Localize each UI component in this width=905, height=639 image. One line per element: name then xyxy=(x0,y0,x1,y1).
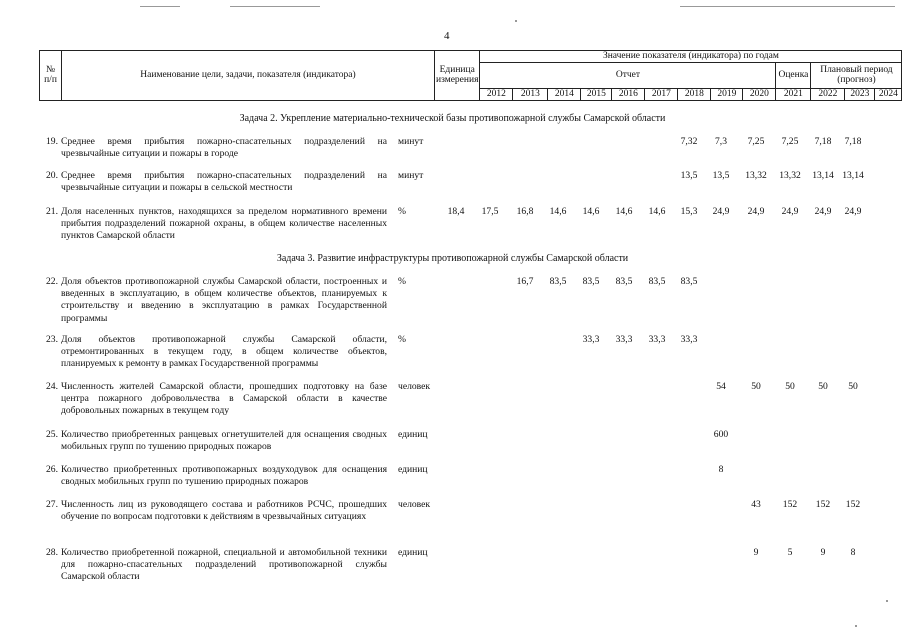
value-cell: 14,6 xyxy=(582,206,600,217)
value-cell: 7,3 xyxy=(715,136,727,147)
header-year: 2020 xyxy=(743,88,776,100)
header-year: 2023 xyxy=(845,88,875,100)
indicator-name: Количество приобретенных ранцевых огнетушителей для оснащения сводных мобильных групп по тушению природных пожаров xyxy=(61,429,387,453)
value-cell: 152 xyxy=(782,499,798,510)
header-report: Отчет xyxy=(480,62,776,88)
indicator-unit: человек xyxy=(398,381,431,392)
header-year: 2019 xyxy=(711,88,743,100)
value-cell: 16,8 xyxy=(516,206,534,217)
table-header xyxy=(39,50,902,101)
header-year: 2022 xyxy=(811,88,845,100)
value-cell: 14,6 xyxy=(615,206,633,217)
value-cell: 14,6 xyxy=(648,206,666,217)
scan-speck xyxy=(515,20,517,22)
row-number: 21. xyxy=(46,206,58,217)
value-cell: 50 xyxy=(818,381,828,392)
value-cell: 83,5 xyxy=(582,276,600,287)
row-number: 20. xyxy=(46,170,58,181)
value-cell: 24,9 xyxy=(781,206,799,217)
value-cell: 18,4 xyxy=(447,206,465,217)
value-cell: 33,3 xyxy=(648,334,666,345)
header-values-group: Значение показателя (индикатора) по годам xyxy=(480,51,902,63)
indicator-unit: % xyxy=(398,334,406,345)
indicator-name: Количество приобретенных противопожарных воздуходувок для оснащения сводных мобильных групп по тушению природных пожаров xyxy=(61,464,387,488)
value-cell: 13,5 xyxy=(680,170,698,181)
header-num: № п/п xyxy=(40,51,62,101)
indicator-unit: минут xyxy=(398,170,424,181)
value-cell: 24,9 xyxy=(844,206,862,217)
value-cell: 8 xyxy=(850,547,856,558)
value-cell: 83,5 xyxy=(680,276,698,287)
indicator-name: Численность лиц из руководящего состава и работников РСЧС, прошедших обучение по вопросам подготовки к действиям в чрезвычайных ситуациях xyxy=(61,499,387,523)
value-cell: 54 xyxy=(716,381,726,392)
indicator-name: Доля населенных пунктов, находящихся за пределом нормативного времени прибытия подразделений пожарной охраны, в общем количестве населенных пунктов Самарской области xyxy=(61,206,387,242)
value-cell: 13,14 xyxy=(842,170,864,181)
value-cell: 13,32 xyxy=(779,170,801,181)
value-cell: 13,5 xyxy=(712,170,730,181)
value-cell: 5 xyxy=(787,547,793,558)
value-cell: 24,9 xyxy=(747,206,765,217)
header-year: 2024 xyxy=(875,88,902,100)
indicator-name: Доля объектов противопожарной службы Самарской области, отремонтированных в текущем году, в общем количестве объектов, планируемых к ремонту в рамках Государственной программы xyxy=(61,334,387,370)
value-cell: 50 xyxy=(848,381,858,392)
value-cell: 83,5 xyxy=(615,276,633,287)
value-cell: 7,25 xyxy=(781,136,799,147)
value-cell: 24,9 xyxy=(814,206,832,217)
scan-speck xyxy=(886,600,888,602)
row-number: 26. xyxy=(46,464,58,475)
value-cell: 13,32 xyxy=(745,170,767,181)
header-year: 2018 xyxy=(678,88,711,100)
value-cell: 9 xyxy=(753,547,759,558)
value-cell: 43 xyxy=(751,499,761,510)
scan-artifact xyxy=(140,6,180,7)
value-cell: 14,6 xyxy=(549,206,567,217)
value-cell: 83,5 xyxy=(648,276,666,287)
header-year: 2013 xyxy=(513,88,548,100)
value-cell: 83,5 xyxy=(549,276,567,287)
row-number: 25. xyxy=(46,429,58,440)
indicator-unit: минут xyxy=(398,136,424,147)
task-heading: Задача 2. Укрепление материально-технической базы противопожарной службы Самарской области xyxy=(239,113,666,124)
header-unit: Единица измерения xyxy=(435,51,480,101)
value-cell: 33,3 xyxy=(680,334,698,345)
scan-artifact xyxy=(680,6,895,7)
header-name: Наименование цели, задачи, показателя (индикатора) xyxy=(62,51,435,101)
indicator-name: Среднее время прибытия пожарно-спасательных подразделений на чрезвычайные ситуации и пожары в городе xyxy=(61,136,387,160)
row-number: 24. xyxy=(46,381,58,392)
header-year: 2012 xyxy=(480,88,513,100)
indicator-unit: % xyxy=(398,206,406,217)
value-cell: 8 xyxy=(718,464,724,475)
scan-speck xyxy=(855,625,857,627)
indicator-unit: % xyxy=(398,276,406,287)
header-estimate: Оценка xyxy=(776,62,811,88)
value-cell: 17,5 xyxy=(481,206,499,217)
header-year: 2014 xyxy=(548,88,581,100)
value-cell: 7,18 xyxy=(814,136,832,147)
value-cell: 152 xyxy=(845,499,861,510)
row-number: 19. xyxy=(46,136,58,147)
indicator-unit: единиц xyxy=(398,547,428,558)
header-year: 2016 xyxy=(612,88,645,100)
value-cell: 9 xyxy=(820,547,826,558)
value-cell: 15,3 xyxy=(680,206,698,217)
value-cell: 7,18 xyxy=(844,136,862,147)
scan-artifact xyxy=(230,6,320,7)
header-year: 2015 xyxy=(581,88,612,100)
row-number: 23. xyxy=(46,334,58,345)
value-cell: 50 xyxy=(751,381,761,392)
task-heading: Задача 3. Развитие инфраструктуры противопожарной службы Самарской области xyxy=(276,253,629,264)
value-cell: 24,9 xyxy=(712,206,730,217)
header-year: 2017 xyxy=(645,88,678,100)
value-cell: 7,25 xyxy=(747,136,765,147)
indicator-name: Среднее время прибытия пожарно-спасательных подразделений на чрезвычайные ситуации и пожары в сельской местности xyxy=(61,170,387,194)
value-cell: 7,32 xyxy=(680,136,698,147)
value-cell: 33,3 xyxy=(615,334,633,345)
indicator-name: Количество приобретенной пожарной, специальной и автомобильной техники для пожарно-спасательных подразделений противопожарной службы Самарской области xyxy=(61,547,387,583)
page-number: 4 xyxy=(444,30,450,42)
value-cell: 600 xyxy=(713,429,729,440)
indicator-unit: единиц xyxy=(398,429,428,440)
indicator-unit: человек xyxy=(398,499,431,510)
row-number: 27. xyxy=(46,499,58,510)
value-cell: 13,14 xyxy=(812,170,834,181)
header-year: 2021 xyxy=(776,88,811,100)
value-cell: 33,3 xyxy=(582,334,600,345)
indicator-name: Численность жителей Самарской области, прошедших подготовку на базе центра пожарного добровольчества в Самарской области в качестве добровольных пожарных в текущем году xyxy=(61,381,387,417)
row-number: 28. xyxy=(46,547,58,558)
row-number: 22. xyxy=(46,276,58,287)
value-cell: 16,7 xyxy=(516,276,534,287)
indicator-unit: единиц xyxy=(398,464,428,475)
value-cell: 152 xyxy=(815,499,831,510)
header-plan: Плановый период (прогноз) xyxy=(811,62,902,88)
indicator-name: Доля объектов противопожарной службы Самарской области, построенных и введенных в эксплуатацию, в общем количестве объектов, планируемых к строительству и введению в эксплуатацию в рамках Государственной программы xyxy=(61,276,387,324)
value-cell: 50 xyxy=(785,381,795,392)
